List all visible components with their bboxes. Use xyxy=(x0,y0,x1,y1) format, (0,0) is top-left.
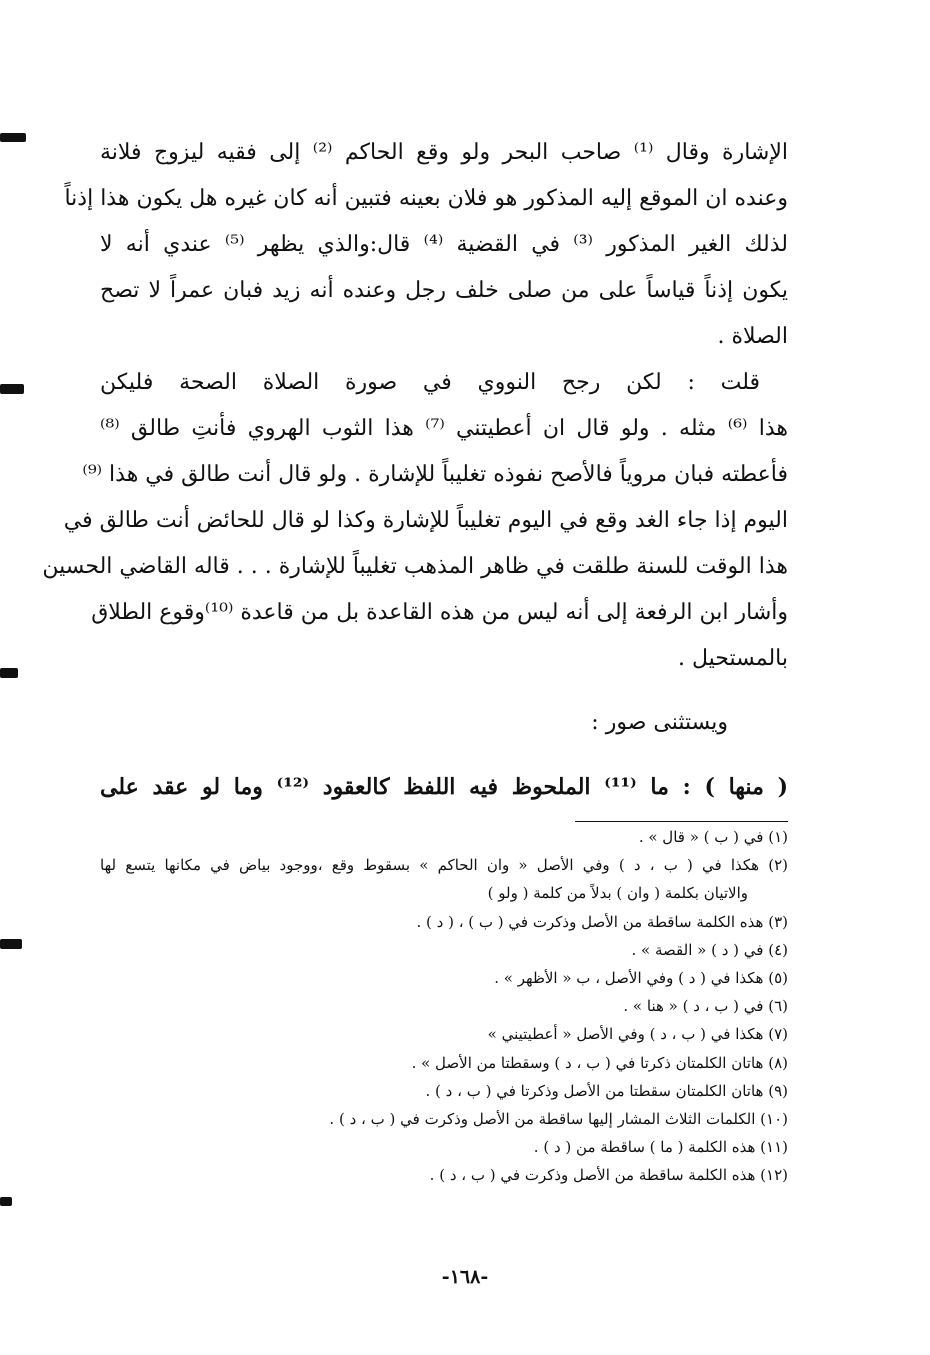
page-number: -١٦٨- xyxy=(441,1266,489,1288)
text-line: يكون إذناً قياساً على من صلى خلف رجل وعنده أنه زيد فبان عمراً لا تصح xyxy=(100,278,788,303)
text-line: هذا ⁽⁶⁾ مثله . ولو قال ان أعطيتني ⁽⁷⁾ هذا الثوب الهروي فأنتِ طالق ⁽⁸⁾ xyxy=(100,416,788,441)
paragraph-gap xyxy=(100,682,788,700)
main-text xyxy=(42,130,788,810)
footnote: (٣) هذه الكلمة ساقطة من الأصل وذكرت في ( ب ) ، ( د ) . xyxy=(416,912,788,931)
footnotes xyxy=(100,823,788,1189)
footnote: (٧) هكذا في ( ب ، د ) وفي الأصل « أعطيتيني » xyxy=(487,1025,788,1044)
footnote: (٥) هكذا في ( د ) وفي الأصل ، ب « الأظهر » . xyxy=(494,968,788,987)
text-line: فأعطته فبان مروياً فالأصح نفوذه تغليباً للإشارة . ولو قال أنت طالق في هذا ⁽⁹⁾ xyxy=(82,462,788,487)
scan-edge-mark xyxy=(0,668,18,678)
footnote-continuation: والاتيان بكلمة ( وان ) بدلاً من كلمة ( ولو ) xyxy=(487,884,748,903)
scan-edge-mark xyxy=(0,384,24,394)
paragraph-gap xyxy=(100,746,788,764)
text-line: ( منها ) : ما ⁽¹¹⁾ الملحوظ فيه اللفظ كالعقود ⁽¹²⁾ وما لو عقد على xyxy=(100,774,788,800)
text-line: ويستثنى صور : xyxy=(591,710,728,735)
text-line: وعنده ان الموقع إليه المذكور هو فلان بعينه فتبين أنه كان غيره هل يكون هذا إذناً xyxy=(64,186,788,211)
scan-edge-mark xyxy=(0,939,22,949)
text-line: قلت : لكن رجح النووي في صورة الصلاة الصحة فليكن xyxy=(100,370,760,395)
footnote-separator xyxy=(575,821,788,822)
text-line: هذا الوقت للسنة طلقت في ظاهر المذهب تغليباً للإشارة . . . قاله القاضي الحسين xyxy=(42,554,788,579)
footnote: (٨) هاتان الكلمتان ذكرتا في ( ب ، د ) وسقطتا من الأصل » . xyxy=(411,1053,788,1072)
text-line: الإشارة وقال ⁽¹⁾ صاحب البحر ولو وقع الحاكم ⁽²⁾ إلى فقيه ليزوج فلانة xyxy=(100,140,788,165)
footnote: (٤) في ( د ) « القصة » . xyxy=(631,940,788,959)
footnote: (١٠) الكلمات الثلاث المشار إليها ساقطة من الأصل وذكرت في ( ب ، د ) . xyxy=(329,1109,788,1128)
text-line: بالمستحيل . xyxy=(678,646,788,671)
scan-edge-mark xyxy=(0,1197,12,1206)
footnote: (١) في ( ب ) « قال » . xyxy=(638,828,788,846)
text-line: وأشار ابن الرفعة إلى أنه ليس من هذه القاعدة بل من قاعدة ⁽¹⁰⁾وقوع الطلاق xyxy=(91,600,788,625)
text-line: الصلاة . xyxy=(717,324,788,349)
footnote: (١٢) هذه الكلمة ساقطة من الأصل وذكرت في ( ب ، د ) . xyxy=(429,1166,788,1185)
footnote: (٦) في ( ب ، د ) « هنا » . xyxy=(623,997,788,1016)
text-line: اليوم إذا جاء الغد وقع في اليوم تغليباً للإشارة وكذا لو قال للحائض أنت طالق في xyxy=(63,508,788,533)
scan-edge-mark xyxy=(0,133,26,142)
text-line: لذلك الغير المذكور ⁽³⁾ في القضية ⁽⁴⁾ قال:والذي يظهر ⁽⁵⁾ عندي أنه لا xyxy=(100,232,788,257)
footnote: (٩) هاتان الكلمتان سقطتا من الأصل وذكرتا في ( ب ، د ) . xyxy=(425,1081,788,1100)
footnote: (٢) هكذا في ( ب ، د ) وفي الأصل « وان الحاكم » بسقوط وقع ،ووجود بياض في مكانها يتسع لها xyxy=(100,856,788,875)
footnote: (١١) هذه الكلمة ( ما ) ساقطة من ( د ) . xyxy=(533,1138,788,1157)
